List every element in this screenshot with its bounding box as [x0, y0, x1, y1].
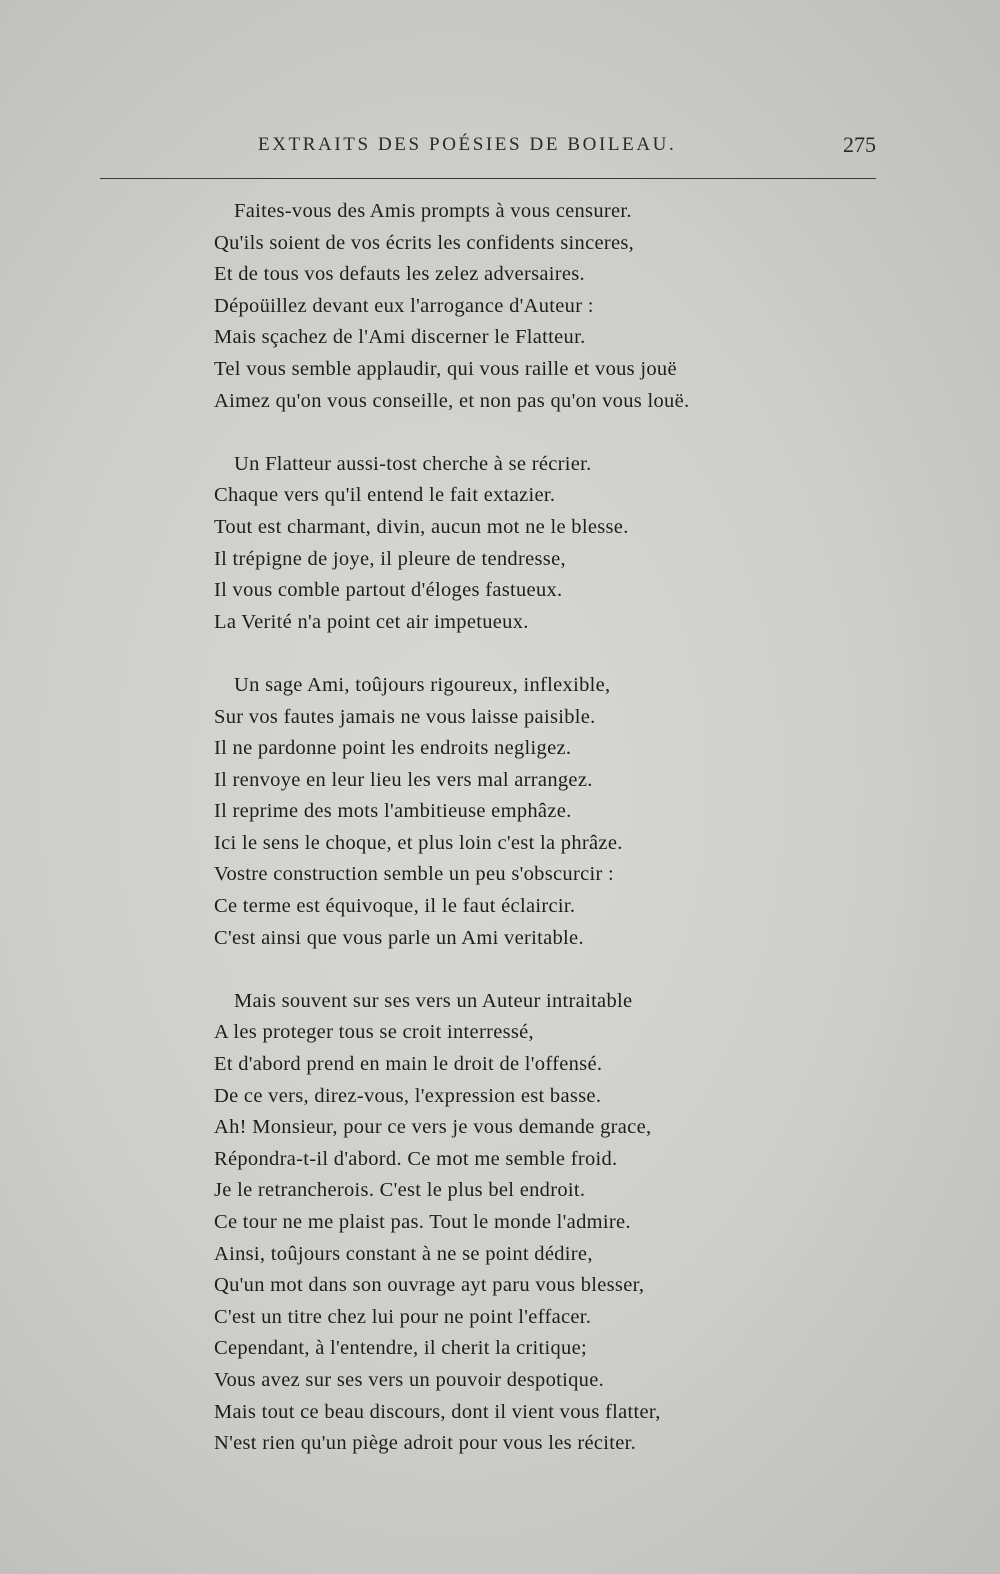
running-title: EXTRAITS DES POÉSIES DE BOILEAU.	[258, 134, 677, 155]
poem-line: Qu'ils soient de vos écrits les confidents sinceres,	[214, 231, 635, 254]
poem-line: Mais sçachez de l'Ami discerner le Flatteur.	[214, 326, 586, 349]
poem-line: Mais souvent sur ses vers un Auteur intraitable	[234, 989, 633, 1012]
poem-line: Faites-vous des Amis prompts à vous censurer.	[234, 200, 632, 222]
poem-line: La Verité n'a point cet air impetueux.	[214, 610, 529, 633]
page-number: 275	[843, 132, 876, 157]
poem-line: Cependant, à l'entendre, il cherit la critique;	[214, 1337, 587, 1360]
poem-line: Je le retrancherois. C'est le plus bel endroit.	[214, 1179, 586, 1202]
poem-line: Répondra-t-il d'abord. Ce mot me semble froid.	[214, 1147, 618, 1170]
poem-line: Aimez qu'on vous conseille, et non pas qu'on vous louë.	[214, 389, 690, 412]
poem-line: Vous avez sur ses vers un pouvoir despotique.	[214, 1368, 605, 1391]
poem-line: Dépoüillez devant eux l'arrogance d'Auteur :	[214, 294, 594, 317]
poem-line: Ainsi, toûjours constant à ne se point dédire,	[214, 1242, 593, 1265]
poem-line: Il ne pardonne point les endroits negligez.	[214, 737, 572, 760]
poem-body	[214, 196, 814, 1460]
poem-line: Chaque vers qu'il entend le fait extazier.	[214, 484, 556, 507]
stanza-break	[214, 417, 814, 449]
poem-line: Vostre construction semble un peu s'obscurcir :	[214, 863, 615, 886]
poem-line: Sur vos fautes jamais ne vous laisse paisible.	[214, 705, 596, 728]
poem-line: Et d'abord prend en main le droit de l'offensé.	[214, 1053, 603, 1076]
poem-line: De ce vers, direz-vous, l'expression est basse.	[214, 1084, 602, 1107]
stanza-break	[214, 638, 814, 670]
poem-line: Tel vous semble applaudir, qui vous raille et vous jouë	[214, 357, 677, 380]
stanza-break	[214, 954, 814, 986]
poem-line: A les proteger tous se croit interressé,	[214, 1021, 534, 1044]
poem-line: Il vous comble partout d'éloges fastueux.	[214, 579, 563, 602]
poem-line: C'est un titre chez lui pour ne point l'effacer.	[214, 1305, 592, 1328]
poem-line: Ah! Monsieur, pour ce vers je vous demande grace,	[214, 1116, 652, 1139]
poem-line: Un sage Ami, toûjours rigoureux, inflexible,	[234, 673, 611, 696]
poem-line: C'est ainsi que vous parle un Ami veritable.	[214, 926, 584, 949]
poem-line: Ce terme est équivoque, il le faut éclaircir.	[214, 895, 576, 918]
poem-line: Qu'un mot dans son ouvrage ayt paru vous blesser,	[214, 1274, 645, 1297]
page-header	[100, 130, 876, 170]
poem-line: Ce tour ne me plaist pas. Tout le monde l'admire.	[214, 1211, 631, 1233]
poem-line: Il trépigne de joye, il pleure de tendresse,	[214, 547, 566, 570]
poem-line: Il renvoye en leur lieu les vers mal arrangez.	[214, 768, 593, 791]
poem-line: N'est rien qu'un piège adroit pour vous les réciter.	[214, 1432, 637, 1455]
poem-line: Et de tous vos defauts les zelez adversaires.	[214, 263, 585, 286]
header-rule	[100, 178, 876, 179]
poem-line: Ici le sens le choque, et plus loin c'est la phrâze.	[214, 831, 623, 854]
poem-line: Il reprime des mots l'ambitieuse emphâze.	[214, 800, 572, 823]
poem-line: Un Flatteur aussi-tost cherche à se récrier.	[234, 452, 592, 475]
poem-line: Tout est charmant, divin, aucun mot ne le blesse.	[214, 515, 629, 538]
poem-line: Mais tout ce beau discours, dont il vient vous flatter,	[214, 1400, 661, 1423]
